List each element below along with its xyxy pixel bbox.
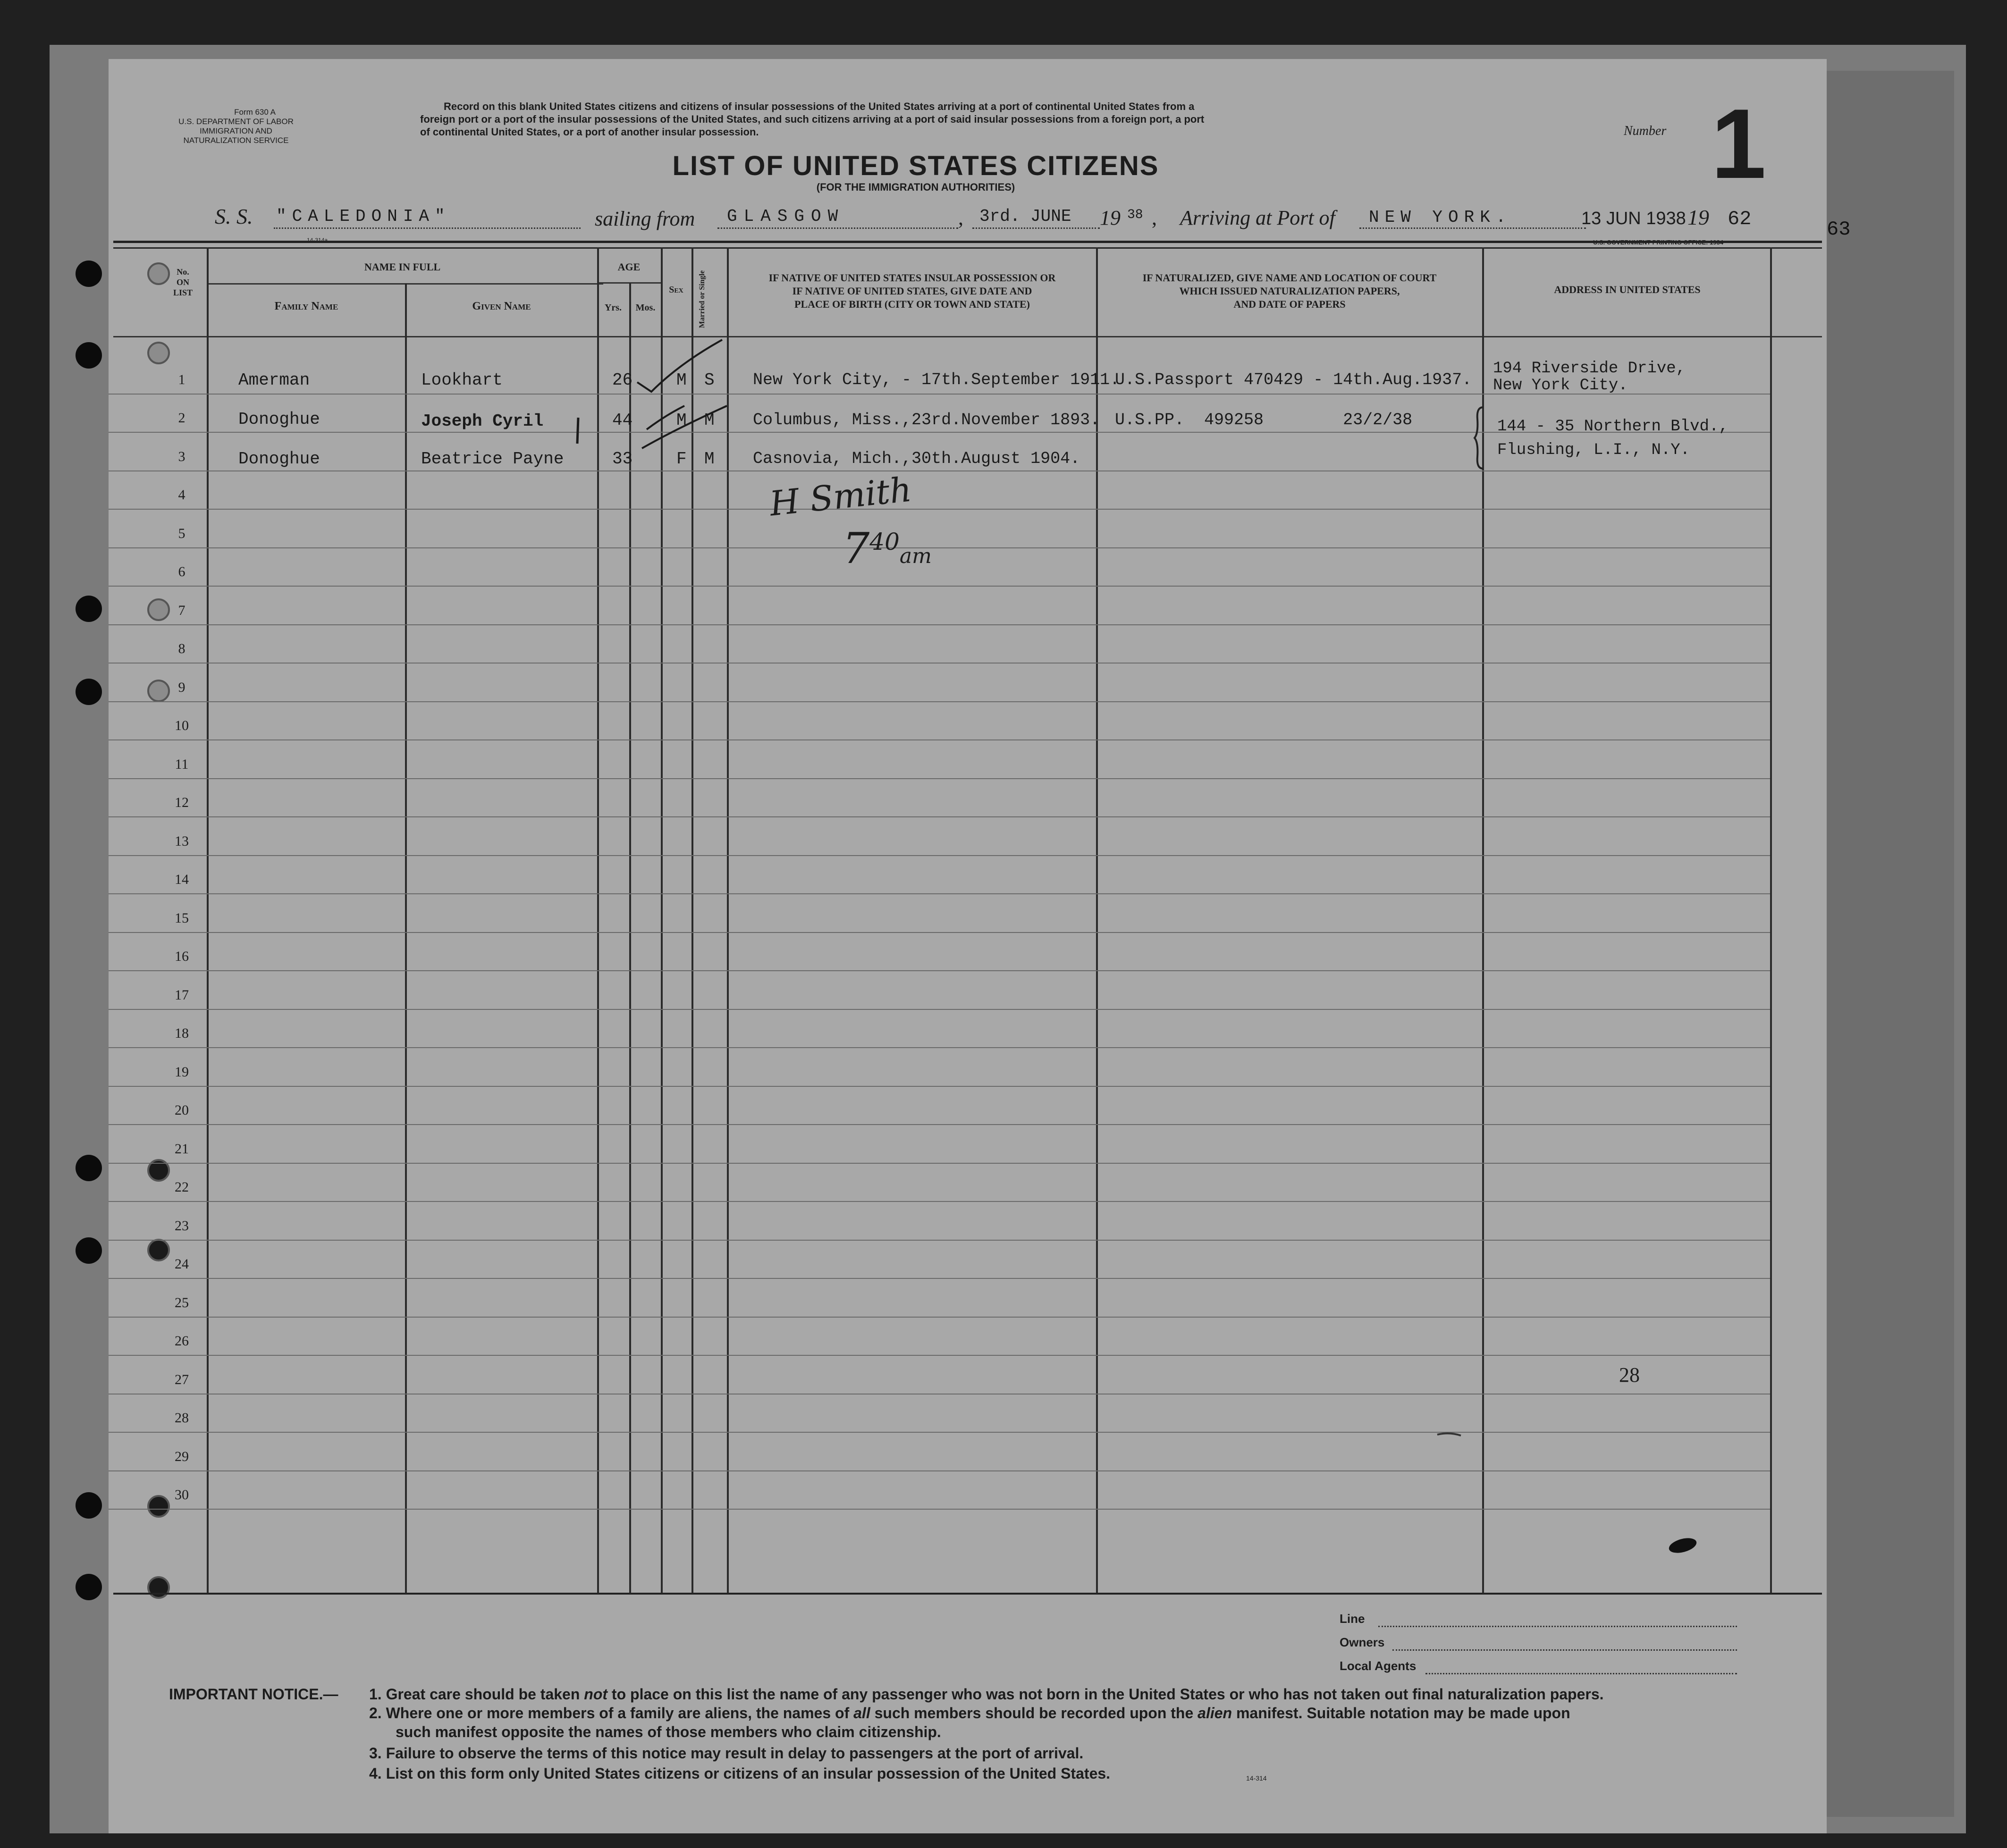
- instruction-line: of continental United States, or a port of another insular possession.: [420, 126, 759, 138]
- row-rule: [109, 1317, 1770, 1318]
- header-no-on-list: [160, 267, 205, 298]
- header-family-name: Family Name: [274, 300, 338, 312]
- row-rule: [109, 470, 1770, 471]
- header-text: No.: [177, 267, 189, 277]
- agents-field: [1425, 1673, 1737, 1674]
- service-line1: IMMIGRATION AND: [200, 126, 272, 135]
- marital-cell: S: [704, 370, 715, 390]
- manifest-page: [109, 59, 1827, 1833]
- row-number: 15: [175, 910, 189, 926]
- row-rule: [109, 932, 1770, 933]
- header-age: AGE: [617, 261, 641, 273]
- year-prefix: 19: [1100, 206, 1121, 229]
- stamped-number: 28: [1619, 1363, 1640, 1386]
- notice-item-2: [369, 1705, 1570, 1722]
- family-name-cell: Donoghue: [238, 410, 320, 429]
- row-rule: [109, 1470, 1770, 1471]
- header-text: IF NATIVE OF UNITED STATES, GIVE DATE AND: [792, 285, 1032, 297]
- notice-item-1: [369, 1686, 1604, 1703]
- address-brace: [1473, 405, 1487, 471]
- row-rule: [109, 970, 1770, 971]
- time-ampm: am: [899, 544, 932, 568]
- notice-item-4: 4. List on this form only United States citizens or citizens of an insular possession of the United States.: [369, 1765, 1111, 1782]
- sex-cell: M: [676, 411, 687, 430]
- row-rule: [109, 586, 1770, 587]
- header-naturalized: [1098, 271, 1481, 311]
- background-sheet-edge: [1822, 71, 1954, 1817]
- table-bottom-border: [113, 1593, 1822, 1595]
- row-rule: [109, 1086, 1770, 1087]
- binder-hole: [76, 260, 102, 287]
- departure-date: 3rd. JUNE: [979, 207, 1071, 226]
- row-number: 24: [175, 1256, 189, 1272]
- binder-hole: [76, 679, 102, 705]
- notice-item-3: 3. Failure to observe the terms of this notice may result in delay to passengers at the port of arrival.: [369, 1745, 1084, 1762]
- row-rule: [109, 1163, 1770, 1164]
- row-rule: [109, 778, 1770, 779]
- pen-tick: [573, 415, 583, 448]
- row-number: 13: [175, 833, 189, 849]
- row-number: 11: [175, 756, 189, 772]
- row-rule: [109, 1240, 1770, 1241]
- family-name-cell: Donoghue: [238, 449, 320, 469]
- bottom-code: 14-314: [1246, 1774, 1267, 1782]
- binder-hole: [76, 1237, 102, 1264]
- row-rule: [109, 1355, 1770, 1356]
- age-cell: 33: [612, 449, 633, 469]
- notice-text: to place on this list the name of any passenger who was not born in the United States or who has not taken out final naturalization papers.: [607, 1686, 1604, 1703]
- trailing-number: 62: [1728, 208, 1752, 230]
- age-cell: 44: [612, 411, 633, 430]
- notice-text: manifest. Suitable notation may be made upon: [1232, 1705, 1570, 1722]
- stray-mark: [1435, 1430, 1463, 1439]
- row-number: 25: [175, 1294, 189, 1310]
- given-name-cell: Lookhart: [421, 370, 503, 390]
- printer-note: U.S. GOVERNMENT PRINTING OFFICE: 1934: [1593, 239, 1723, 246]
- department: U.S. DEPARTMENT OF LABOR: [178, 117, 294, 126]
- form-number: Form 630 A: [234, 108, 276, 117]
- sex-cell: F: [676, 449, 687, 469]
- row-number: 2: [178, 410, 186, 426]
- header-mos: Mos.: [635, 302, 656, 313]
- notice-item-2-cont: such manifest opposite the names of those members who claim citizenship.: [396, 1723, 941, 1740]
- ghost-hole: [147, 342, 170, 364]
- header-yrs: Yrs.: [604, 302, 622, 313]
- row-number: 22: [175, 1179, 189, 1195]
- row-number: 16: [175, 949, 189, 964]
- binder-hole: [76, 1155, 102, 1181]
- printer-code: 14-314a: [307, 237, 328, 244]
- departure-port: GLASGOW: [727, 207, 845, 226]
- form-agency-block: [156, 108, 316, 145]
- number-label: Number: [1624, 124, 1667, 138]
- row-number: 28: [175, 1410, 189, 1426]
- row-number: 17: [175, 987, 189, 1003]
- arriving-label: Arriving at Port of: [1180, 206, 1335, 229]
- header-text: ON: [177, 277, 189, 287]
- table-top-border: [113, 241, 1822, 243]
- ss-label: S. S.: [215, 204, 253, 228]
- time-minutes: 40: [869, 528, 900, 555]
- header-name-in-full: NAME IN FULL: [364, 261, 441, 273]
- row-rule: [109, 739, 1770, 740]
- ship-name: "CALEDONIA": [276, 207, 451, 226]
- header-text: IF NATURALIZED, GIVE NAME AND LOCATION OF COURT: [1142, 272, 1437, 284]
- row-rule: [109, 893, 1770, 894]
- ink-smudge: [1666, 1534, 1699, 1557]
- comma: ,: [958, 206, 963, 229]
- row-rule: [109, 547, 1770, 548]
- row-number: 20: [175, 1102, 189, 1118]
- row-rule: [109, 1047, 1770, 1048]
- row-number: 9: [178, 679, 186, 695]
- handwritten-time: [843, 524, 932, 573]
- row-rule: [109, 663, 1770, 664]
- header-sex: Sex: [669, 285, 683, 295]
- given-name-cell: Beatrice Payne: [421, 449, 564, 469]
- binder-hole: [76, 1492, 102, 1519]
- row-rule: [109, 816, 1770, 817]
- naturalized-cell: U.S.PP. 499258 23/2/38: [1115, 411, 1413, 429]
- ghost-hole: [147, 1576, 170, 1599]
- row-number: 27: [175, 1371, 189, 1387]
- row-rule: [109, 624, 1770, 625]
- arrival-dotline: [1359, 227, 1586, 229]
- col-divider: [405, 283, 407, 1593]
- arrival-port: NEW YORK.: [1369, 208, 1512, 227]
- line-field: [1378, 1626, 1737, 1627]
- row-number: 26: [175, 1333, 189, 1349]
- header-native: [729, 271, 1095, 311]
- row-number: 21: [175, 1141, 189, 1157]
- row-number: 30: [175, 1487, 189, 1503]
- date-dotline: [972, 227, 1100, 229]
- comma: ,: [1152, 206, 1157, 229]
- notice-text: 2. Where one or more members of a family are aliens, the names of: [369, 1705, 854, 1722]
- service-line2: NATURALIZATION SERVICE: [183, 136, 289, 145]
- header-text: PLACE OF BIRTH (CITY OR TOWN AND STATE): [794, 298, 1030, 310]
- pen-check-marks: [585, 311, 774, 472]
- margin-number: 63: [1827, 218, 1851, 241]
- header-text: AND DATE OF PAPERS: [1233, 298, 1346, 310]
- col-divider: [629, 283, 631, 1593]
- address-line: New York City.: [1493, 377, 1628, 395]
- header-text: LIST: [173, 288, 193, 297]
- instruction-line: foreign port or a port of the insular possessions of the United States, and such citizens arriving at a port of said insular possessions from a foreign port, a port: [420, 113, 1205, 125]
- row-rule: [109, 1009, 1770, 1010]
- ship-dotline: [274, 227, 581, 229]
- binder-hole: [76, 1574, 102, 1600]
- line-label: Line: [1340, 1612, 1365, 1626]
- birth-cell: New York City, - 17th.September 1911.: [753, 370, 1120, 389]
- header-given-name: Given Name: [472, 300, 531, 312]
- marital-cell: M: [704, 411, 715, 430]
- year-prefix-right: 19: [1687, 205, 1709, 229]
- col-divider: [1096, 247, 1098, 1593]
- birth-cell: Casnovia, Mich.,30th.August 1904.: [753, 449, 1080, 468]
- row-number: 6: [178, 564, 186, 580]
- row-number: 1: [178, 371, 186, 387]
- naturalized-cell: U.S.Passport 470429 - 14th.Aug.1937.: [1115, 370, 1472, 389]
- row-number: 18: [175, 1025, 189, 1041]
- arrival-date-stamp: 13 JUN 1938: [1581, 209, 1686, 228]
- row-rule: [109, 509, 1770, 510]
- row-number: 10: [175, 718, 189, 733]
- row-number: 4: [178, 487, 186, 503]
- birth-cell: Columbus, Miss.,23rd.November 1893.: [753, 411, 1100, 429]
- notice-emphasis: all: [853, 1705, 870, 1722]
- row-rule: [109, 1278, 1770, 1279]
- row-number: 3: [178, 448, 186, 464]
- handwritten-signature: H Smith: [767, 469, 914, 524]
- sex-cell: M: [676, 370, 687, 390]
- marital-cell: M: [704, 449, 715, 469]
- table-top-border2: [113, 247, 1822, 249]
- notice-emphasis: not: [584, 1686, 608, 1703]
- row-rule: [109, 855, 1770, 856]
- notice-text: 1. Great care should be taken: [369, 1686, 584, 1703]
- given-name-cell: Joseph Cyril: [421, 412, 544, 431]
- col-divider: [207, 247, 209, 1593]
- page-subtitle: (FOR THE IMMIGRATION AUTHORITIES): [816, 181, 1015, 193]
- instructions: [420, 100, 1553, 138]
- header-bottom-rule: [113, 336, 1822, 337]
- year-value: 38: [1127, 208, 1143, 222]
- col-divider: [1770, 247, 1772, 1593]
- address-line: 194 Riverside Drive,: [1493, 360, 1686, 378]
- row-number: 29: [175, 1448, 189, 1464]
- notice-emphasis: alien: [1197, 1705, 1232, 1722]
- row-rule: [109, 1201, 1770, 1202]
- port-dotline: [717, 227, 958, 229]
- list-number: 1: [1711, 88, 1766, 199]
- header-married-single: Married or Single: [698, 270, 706, 328]
- row-number: 8: [178, 641, 186, 656]
- row-rule: [109, 1509, 1770, 1510]
- header-address: ADDRESS IN UNITED STATES: [1554, 284, 1701, 295]
- row-number: 7: [178, 602, 186, 618]
- row-number: 14: [175, 872, 189, 887]
- header-text: WHICH ISSUED NATURALIZATION PAPERS,: [1179, 285, 1400, 297]
- row-rule: [109, 701, 1770, 702]
- family-name-cell: Amerman: [238, 370, 310, 390]
- instruction-line: Record on this blank United States citizens and citizens of insular possessions of the United States arriving at a port of continental United States from a: [444, 101, 1195, 112]
- page-title: LIST OF UNITED STATES CITIZENS: [672, 151, 1159, 181]
- age-cell: 26: [612, 370, 633, 390]
- owners-field: [1392, 1649, 1737, 1651]
- notice-text: such members should be recorded upon the: [870, 1705, 1198, 1722]
- agents-label: Local Agents: [1340, 1659, 1417, 1673]
- owners-label: Owners: [1340, 1635, 1385, 1649]
- address-line: Flushing, L.I., N.Y.: [1497, 441, 1690, 459]
- row-rule: [109, 1124, 1770, 1125]
- row-number: 19: [175, 1064, 189, 1080]
- notice-label: IMPORTANT NOTICE.—: [169, 1686, 338, 1703]
- sailing-label: sailing from: [595, 207, 695, 230]
- binder-hole: [76, 596, 102, 622]
- row-rule: [109, 1432, 1770, 1433]
- row-number: 5: [178, 525, 186, 541]
- address-line: 144 - 35 Northern Blvd.,: [1497, 418, 1729, 436]
- time-hour: 7: [843, 524, 870, 573]
- row-number: 12: [175, 795, 189, 810]
- binder-hole: [76, 342, 102, 369]
- row-number: 23: [175, 1218, 189, 1234]
- header-text: IF NATIVE OF UNITED STATES INSULAR POSSESSION OR: [768, 272, 1056, 284]
